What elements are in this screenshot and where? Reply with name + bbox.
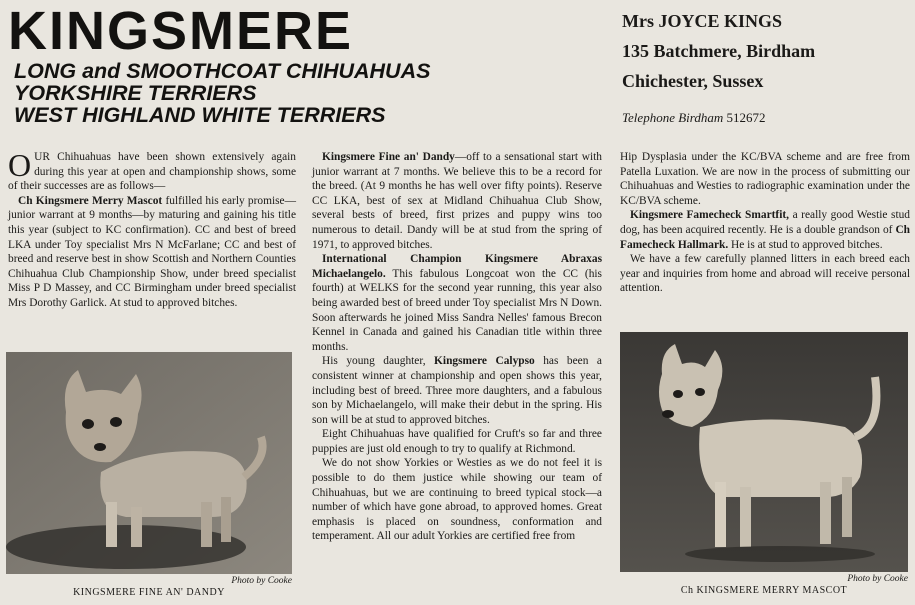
photo-fine-an-dandy [6,352,292,574]
chihuahua-photo-right [620,332,908,572]
telephone-number: 512672 [726,110,766,125]
hip-dysplasia-paragraph: Hip Dysplasia under the KC/BVA scheme and are free from Patella Luxation. We are now in the process of submitting our Chihuahuas and Westies to radiographic examination under the KC/BVA scheme. [620,151,910,207]
contact-block [622,6,815,96]
calypso-paragraph: His young daughter, Kingsmere Calypso has been a consistent winner at championship and open shows this year, including best of breed. Three more daughters, and a fabulous son by Michaelangelo, will make their debut in the spring. His son will be at stud to approved bitches. [312,355,602,426]
address-line-2: Chichester, Sussex [622,71,764,91]
breed-line-3: WEST HIGHLAND WHITE TERRIERS [14,103,386,127]
crufts-paragraph: Eight Chihuahuas have qualified for Cruft's so far and three puppies are just old enough to try to qualify at Richmond. [312,428,602,455]
photo-credit-right: Photo by Cooke [847,574,908,584]
caption-right: Ch KINGSMERE MERRY MASCOT [680,585,848,596]
kennel-name: KINGSMERE [8,1,354,61]
yorkies-westies-paragraph: We do not show Yorkies or Westies as we do not feel it is possible to do them justice while showing our team of Chihuahuas, but we are continuing to breed typical stock—a number of which have gone abroad, to approved homes. Great emphasis is placed on soundness, conformation and temperament. All our adult Yorkies are certified free from [312,457,602,543]
telephone [622,110,765,126]
merry-mascot-paragraph: Ch Kingsmere Merry Mascot fulfilled his early promise—junior warrant at 9 months—by maturing and gaining his title this year (subject to KC confirmation). CC and best of breed LKA under Toy specialist Mrs N McFarlane; CC and best of breed and reserve best in show Scottish and Northern Counties Chihuahua Club Championship Show, under breed specialist Miss P D Massey, and CC Birmingham under breed specialist Mrs Dorothy Garlick. At stud to approved bitches. [8,194,296,309]
column-1 [8,147,296,311]
chihuahua-photo-left [6,352,292,574]
photo-merry-mascot [620,332,908,572]
photo-credit-left: Photo by Cooke [231,576,292,586]
column-2 [312,150,602,544]
smartfit-paragraph: Kingsmere Famecheck Smartfit, a really good Westie stud dog, has been acquired recently. He is a double grandson of Ch Famecheck Hallmark. He is at stud to approved bitches. [620,209,911,251]
fine-an-dandy-paragraph: Kingsmere Fine an' Dandy—off to a sensational start with junior warrant at 7 months. We believe this to be a record for the breed. (At 9 months he has well over fifty points). Reserve CC LKA, best of sex at Midland Chihuahua Club Show, several bests of breed, first prizes and puppy wins too numerous to detail. Dandy will be at stud from the spring of 1971, to approved bitches. [312,151,602,251]
breed-line-2: YORKSHIRE TERRIERS [14,81,257,105]
michaelangelo-paragraph: International Champion Kingsmere Abraxas Michaelangelo. This fabulous Longcoat won the CC (his fourth) at WELKS for the second year running, this year also being awarded best of breed under Toy specialist Mrs N Down. Soon afterwards he joined Miss Sandra Nelles' famous Brecon Kennel in Canada and gained his Canadian title within three months. [312,253,602,353]
address-line-1: 135 Batchmere, Birdham [622,41,816,61]
litters-paragraph: We have a few carefully planned litters in each breed each year and inquiries from home and abroad will receive personal attention. [620,253,910,295]
intro-paragraph: OUR Chihuahuas have been shown extensively again during this year at open and championship shows, some of their successes are as follows— [8,147,296,193]
column-3 [620,150,910,296]
breeds-heading [14,60,430,126]
telephone-label: Telephone Birdham [622,110,724,125]
drop-cap: O [8,147,32,183]
caption-left: KINGSMERE FINE AN' DANDY [73,587,225,598]
owner-name: Mrs JOYCE KINGS [622,11,783,31]
breed-line-1: LONG and SMOOTHCOAT CHIHUAHUAS [14,59,431,83]
